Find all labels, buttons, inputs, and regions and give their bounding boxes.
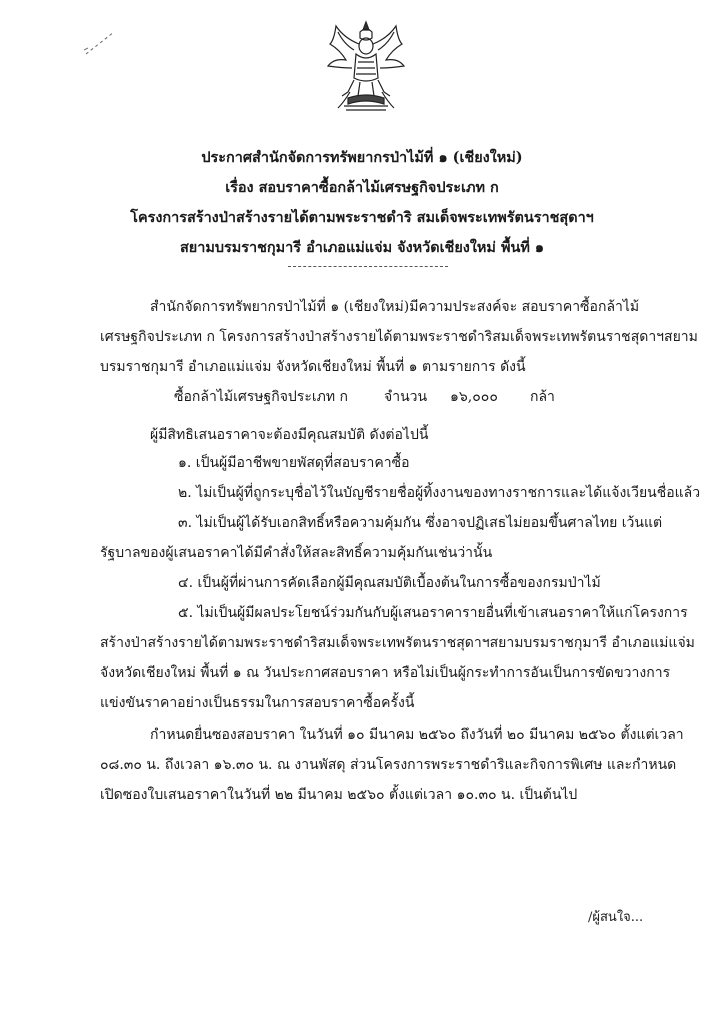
qualification-5: ๕. ไม่เป็นผู้มีผลประโยชน์ร่วมกันกับผู้เสนอราคารายอื่นที่เข้าเสนอราคาให้แก่โครงการ bbox=[178, 605, 688, 621]
continuation-note: /ผู้สนใจ... bbox=[588, 910, 644, 925]
qualification-5-cont-1: สร้างป่าสร้างรายได้ตามพระราชดำริสมเด็จพระเทพรัตนราชสุดาฯสยามบรมราชกุมารี อำเภอแม่แจ่ม bbox=[100, 635, 695, 651]
garuda-emblem-icon bbox=[324, 18, 408, 118]
intro-line-1: สำนักจัดการทรัพยากรป่าไม้ที่ ๑ (เชียงใหม่)มีความประสงค์จะ สอบราคาซื้อกล้าไม้ bbox=[150, 299, 640, 315]
announcement-title: ประกาศสำนักจัดการทรัพยากรป่าไม้ที่ ๑ (เชียงใหม่) bbox=[201, 149, 523, 166]
order-qty: ๑๖,๐๐๐ bbox=[450, 389, 498, 405]
title-divider bbox=[288, 266, 448, 267]
schedule-line-2: ๐๘.๓๐ น. ถึงเวลา ๑๖.๓๐ น. ณ งานพัสดุ ส่วนโครงการพระราชดำริและกิจการพิเศษ และกำหนด bbox=[100, 757, 677, 773]
qualification-3: ๓. ไม่เป็นผู้ได้รับเอกสิทธิ์หรือความคุ้มกัน ซึ่งอาจปฏิเสธไม่ยอมขึ้นศาลไทย เว้นแต่ bbox=[178, 515, 663, 531]
qualification-5-cont-3: แข่งขันราคาอย่างเป็นธรรมในการสอบราคาซื้อครั้งนี้ bbox=[100, 695, 415, 711]
qualifications-heading: ผู้มีสิทธิเสนอราคาจะต้องมีคุณสมบัติ ดังต่อไปนี้ bbox=[150, 427, 429, 443]
qualification-2: ๒. ไม่เป็นผู้ที่ถูกระบุชื่อไว้ในบัญชีรายชื่อผู้ทิ้งงานของทางราชการและได้แจ้งเวียนชื่อแล้ว bbox=[178, 485, 701, 501]
project-line: โครงการสร้างป่าสร้างรายได้ตามพระราชดำริ สมเด็จพระเทพรัตนราชสุดาฯ bbox=[130, 209, 594, 226]
order-unit: กล้า bbox=[530, 389, 555, 405]
intro-line-3: บรมราชกุมารี อำเภอแม่แจ่ม จังหวัดเชียงใหม่ พื้นที่ ๑ ตามรายการ ดังนี้ bbox=[100, 359, 526, 375]
location-line: สยามบรมราชกุมารี อำเภอแม่แจ่ม จังหวัดเชียงใหม่ พื้นที่ ๑ bbox=[179, 239, 545, 256]
qualification-5-cont-2: จังหวัดเชียงใหม่ พื้นที่ ๑ ณ วันประกาศสอบราคา หรือไม่เป็นผู้กระทำการอันเป็นการขัดขวางการ bbox=[100, 665, 671, 681]
order-item: ซื้อกล้าไม้เศรษฐกิจประเภท ก bbox=[174, 389, 349, 405]
qualification-3-cont: รัฐบาลของผู้เสนอราคาได้มีคำสั่งให้สละสิทธิ์ความคุ้มกันเช่นว่านั้น bbox=[100, 545, 493, 561]
intro-line-2: เศรษฐกิจประเภท ก โครงการสร้างป่าสร้างรายได้ตามพระราชดำริสมเด็จพระเทพรัตนราชสุดาฯสยาม bbox=[100, 329, 698, 345]
schedule-line-3: เปิดซองใบเสนอราคาในวันที่ ๒๒ มีนาคม ๒๕๖๐ ตั้งแต่เวลา ๑๐.๓๐ น. เป็นต้นไป bbox=[100, 787, 578, 803]
pen-mark bbox=[82, 28, 118, 58]
subject-line: เรื่อง สอบราคาซื้อกล้าไม้เศรษฐกิจประเภท ก bbox=[225, 179, 499, 196]
order-qty-label: จำนวน bbox=[384, 389, 428, 405]
qualification-1: ๑. เป็นผู้มีอาชีพขายพัสดุที่สอบราคาซื้อ bbox=[178, 455, 410, 471]
schedule-line-1: กำหนดยื่นซองสอบราคา ในวันที่ ๑๐ มีนาคม ๒๕๖๐ ถึงวันที่ ๒๐ มีนาคม ๒๕๖๐ ตั้งแต่เวลา bbox=[150, 727, 684, 743]
qualification-4: ๔. เป็นผู้ที่ผ่านการคัดเลือกผู้มีคุณสมบัติเบื้องต้นในการซื้อของกรมป่าไม้ bbox=[178, 575, 601, 591]
